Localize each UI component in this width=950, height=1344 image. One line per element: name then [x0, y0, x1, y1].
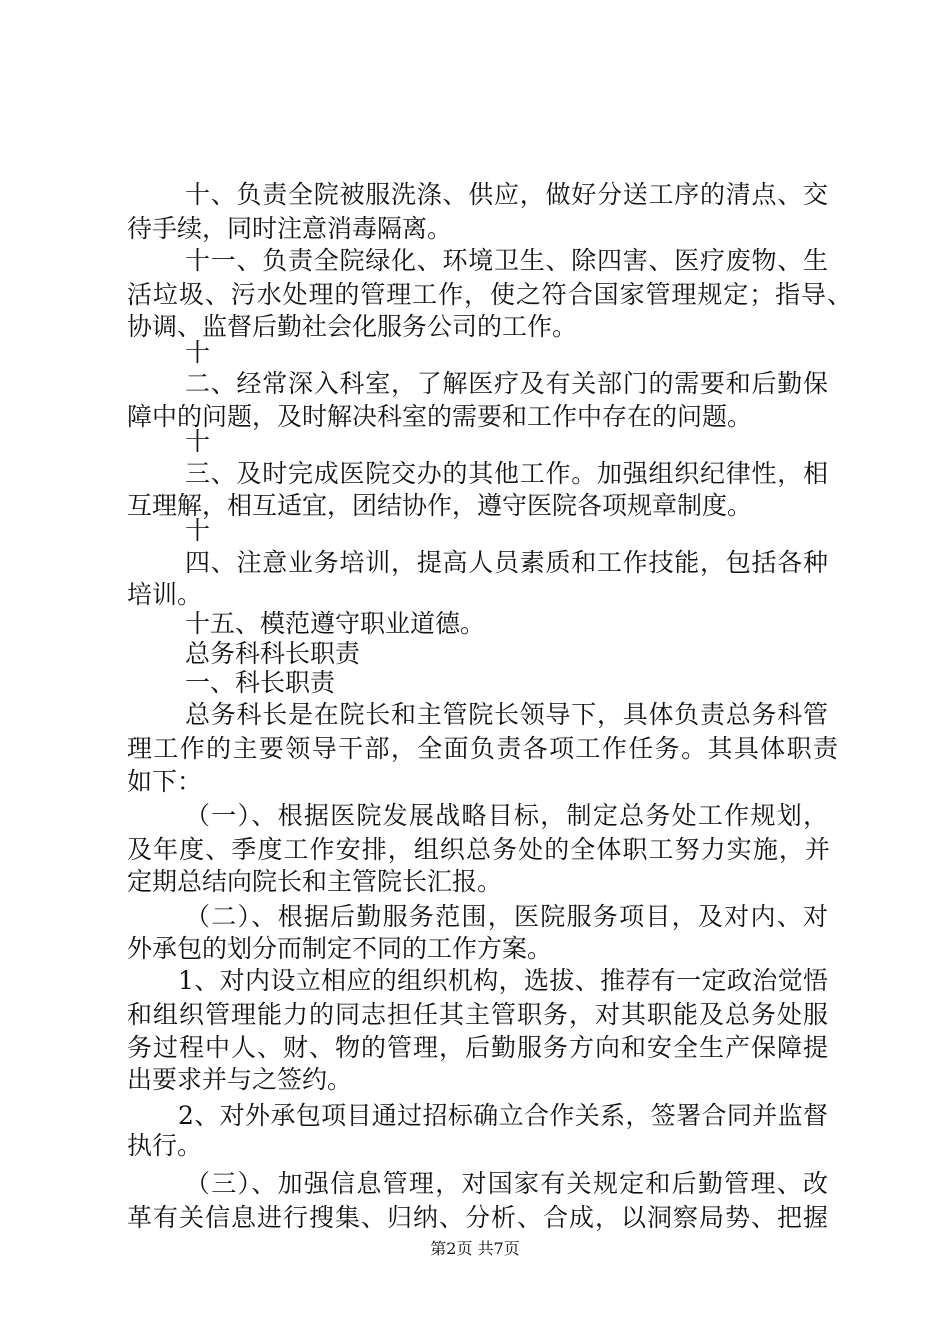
text-line: 外承包的划分而制定不同的工作方案。 — [127, 934, 553, 963]
text-line: 互理解，相互适宜，团结协作，遵守医院各项规章制度。 — [127, 491, 753, 520]
text-line: （二）、根据后勤服务范围，医院服务项目，及对内、对 — [185, 902, 828, 931]
text-line: 十一、负责全院绿化、环境卫生、除四害、医疗废物、生 — [185, 246, 828, 275]
text-line: 总务科长是在院长和主管院长领导下，具体负责总务科管 — [185, 700, 828, 729]
text-line: 出要求并与之签约。 — [127, 1065, 353, 1094]
text-line: 定期总结向院长和主管院长汇报。 — [127, 867, 503, 896]
text-line: 和组织管理能力的同志担任其主管职务，对其职能及总务处服 — [127, 1000, 828, 1029]
text-line: 培训。 — [127, 580, 203, 609]
text-line: 十 — [185, 338, 211, 367]
page-number-footer: 第2页 共7页 — [430, 1239, 520, 1258]
text-line: 务过程中人、财、物的管理，后勤服务方向和安全生产保障提 — [127, 1033, 828, 1062]
text-line: 协调、监督后勤社会化服务公司的工作。 — [127, 312, 578, 341]
text-line: 总务科科长职责 — [185, 639, 361, 668]
text-line: （一）、根据医院发展战略目标，制定总务处工作规划， — [185, 801, 828, 830]
text-line: （三）、加强信息管理，对国家有关规定和后勤管理、改 — [185, 1169, 828, 1198]
text-line: 十、负责全院被服洗涤、供应，做好分送工序的清点、交 — [185, 180, 828, 209]
text-line: 十 — [185, 427, 211, 456]
text-line: 十 — [185, 516, 211, 545]
text-line: 待手续，同时注意消毒隔离。 — [127, 214, 453, 243]
text-line: 障中的问题，及时解决科室的需要和工作中存在的问题。 — [127, 402, 753, 431]
text-line: 执行。 — [127, 1131, 203, 1160]
text-line: 理工作的主要领导干部，全面负责各项工作任务。其具体职责 — [127, 734, 838, 763]
text-line: 四、注意业务培训，提高人员素质和工作技能，包括各种 — [185, 548, 828, 577]
text-line: 二、经常深入科室，了解医疗及有关部门的需要和后勤保 — [185, 369, 828, 398]
text-line: 三、及时完成医院交办的其他工作。加强组织纪律性，相 — [185, 459, 828, 488]
text-line: 活垃圾、污水处理的管理工作，使之符合国家管理规定；指导、 — [127, 280, 852, 309]
text-line: 及年度、季度工作安排，组织总务处的全体职工努力实施，并 — [127, 835, 830, 864]
text-line: 如下： — [127, 767, 203, 796]
text-line: 2、对外承包项目通过招标确立合作关系，签署合同并监督 — [178, 1101, 828, 1130]
text-line: 1、对内设立相应的组织机构，选拔、推荐有一定政治觉悟 — [178, 966, 828, 995]
text-line: 十五、模范遵守职业道德。 — [185, 609, 486, 638]
text-line: 革有关信息进行搜集、归纳、分析、合成，以洞察局势、把握 — [127, 1203, 828, 1232]
text-line: 一、科长职责 — [185, 668, 336, 697]
